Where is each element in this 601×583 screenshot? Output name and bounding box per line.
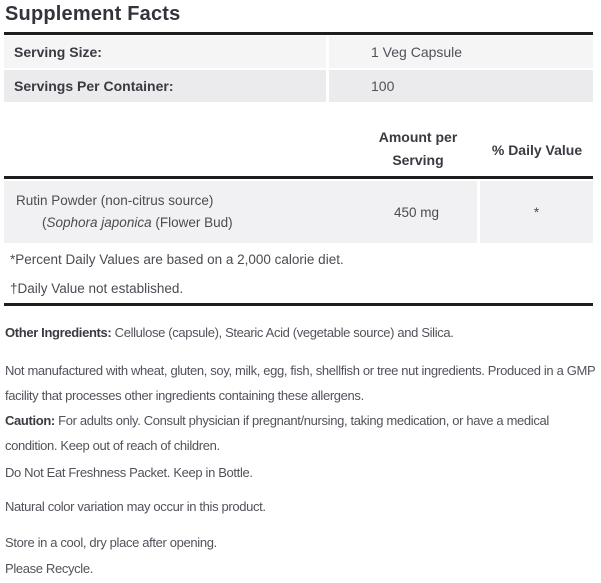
servings-per-container-value: 100: [371, 78, 395, 94]
ingredient-amount: 450 mg: [393, 204, 440, 220]
divider-rule-bottom: [4, 303, 593, 306]
panel-title: Supplement Facts: [5, 3, 181, 25]
recycle-text: Please Recycle.: [5, 561, 93, 576]
ingredient-botanical-name: Sophora japonica: [46, 215, 152, 230]
serving-size-row: [4, 36, 593, 68]
amount-per-serving-header-line2: Serving: [392, 152, 444, 168]
allergen-paragraph: [5, 358, 599, 408]
footnote-daily-value-not-established: †Daily Value not established.: [10, 281, 184, 296]
color-variation-paragraph: [5, 494, 599, 519]
caution-text: For adults only. Consult physician if pregnant/nursing, taking medication, or have a medical condition. Keep out of reach of children.: [5, 413, 549, 453]
ingredient-name-line2-suffix: (Flower Bud): [151, 215, 233, 230]
servings-per-container-row: [4, 70, 593, 102]
servings-per-container-label-cell: [4, 70, 326, 102]
divider-rule-header: [4, 176, 593, 179]
other-ingredients-text: Cellulose (capsule), Stearic Acid (vegetable source) and Silica.: [111, 325, 454, 340]
daily-value-header: % Daily Value: [491, 142, 583, 158]
ingredient-row: [4, 181, 593, 243]
footnote-percent-daily-value: *Percent Daily Values are based on a 2,000 calorie diet.: [10, 252, 344, 267]
amount-per-serving-header-line1: Amount per: [378, 129, 458, 145]
freshness-packet-paragraph: [5, 460, 599, 485]
storage-paragraph: [5, 530, 599, 555]
serving-size-label-cell: [4, 36, 326, 68]
caution-label: Caution:: [5, 413, 55, 428]
other-ingredients-paragraph: [5, 320, 599, 345]
color-variation-text: Natural color variation may occur in this product.: [5, 499, 266, 514]
ingredient-name-line2: [42, 215, 233, 230]
serving-size-value-cell: [329, 36, 593, 68]
serving-size-value: 1 Veg Capsule: [371, 44, 463, 60]
ingredient-name-line2-prefix: (: [42, 215, 47, 230]
ingredient-daily-value-cell: [480, 181, 593, 243]
caution-paragraph: [5, 408, 599, 458]
allergen-text: Not manufactured with wheat, gluten, soy, milk, egg, fish, shellfish or tree nut ingredients. Produced in a GMP facility that processes other ingredients containing these allergens.: [5, 363, 596, 403]
ingredient-daily-value: *: [533, 204, 540, 220]
servings-per-container-value-cell: [329, 70, 593, 102]
recycle-paragraph: [5, 556, 599, 581]
ingredient-name-line1: Rutin Powder (non-citrus source): [16, 193, 214, 208]
ingredient-name-cell: [4, 181, 477, 243]
other-ingredients-label: Other Ingredients:: [5, 325, 112, 340]
storage-text: Store in a cool, dry place after opening.: [5, 535, 217, 550]
freshness-text: Do Not Eat Freshness Packet. Keep in Bottle.: [5, 465, 253, 480]
servings-per-container-label: Servings Per Container:: [14, 78, 174, 94]
divider-rule-top: [4, 32, 593, 35]
serving-size-label: Serving Size:: [14, 44, 102, 60]
